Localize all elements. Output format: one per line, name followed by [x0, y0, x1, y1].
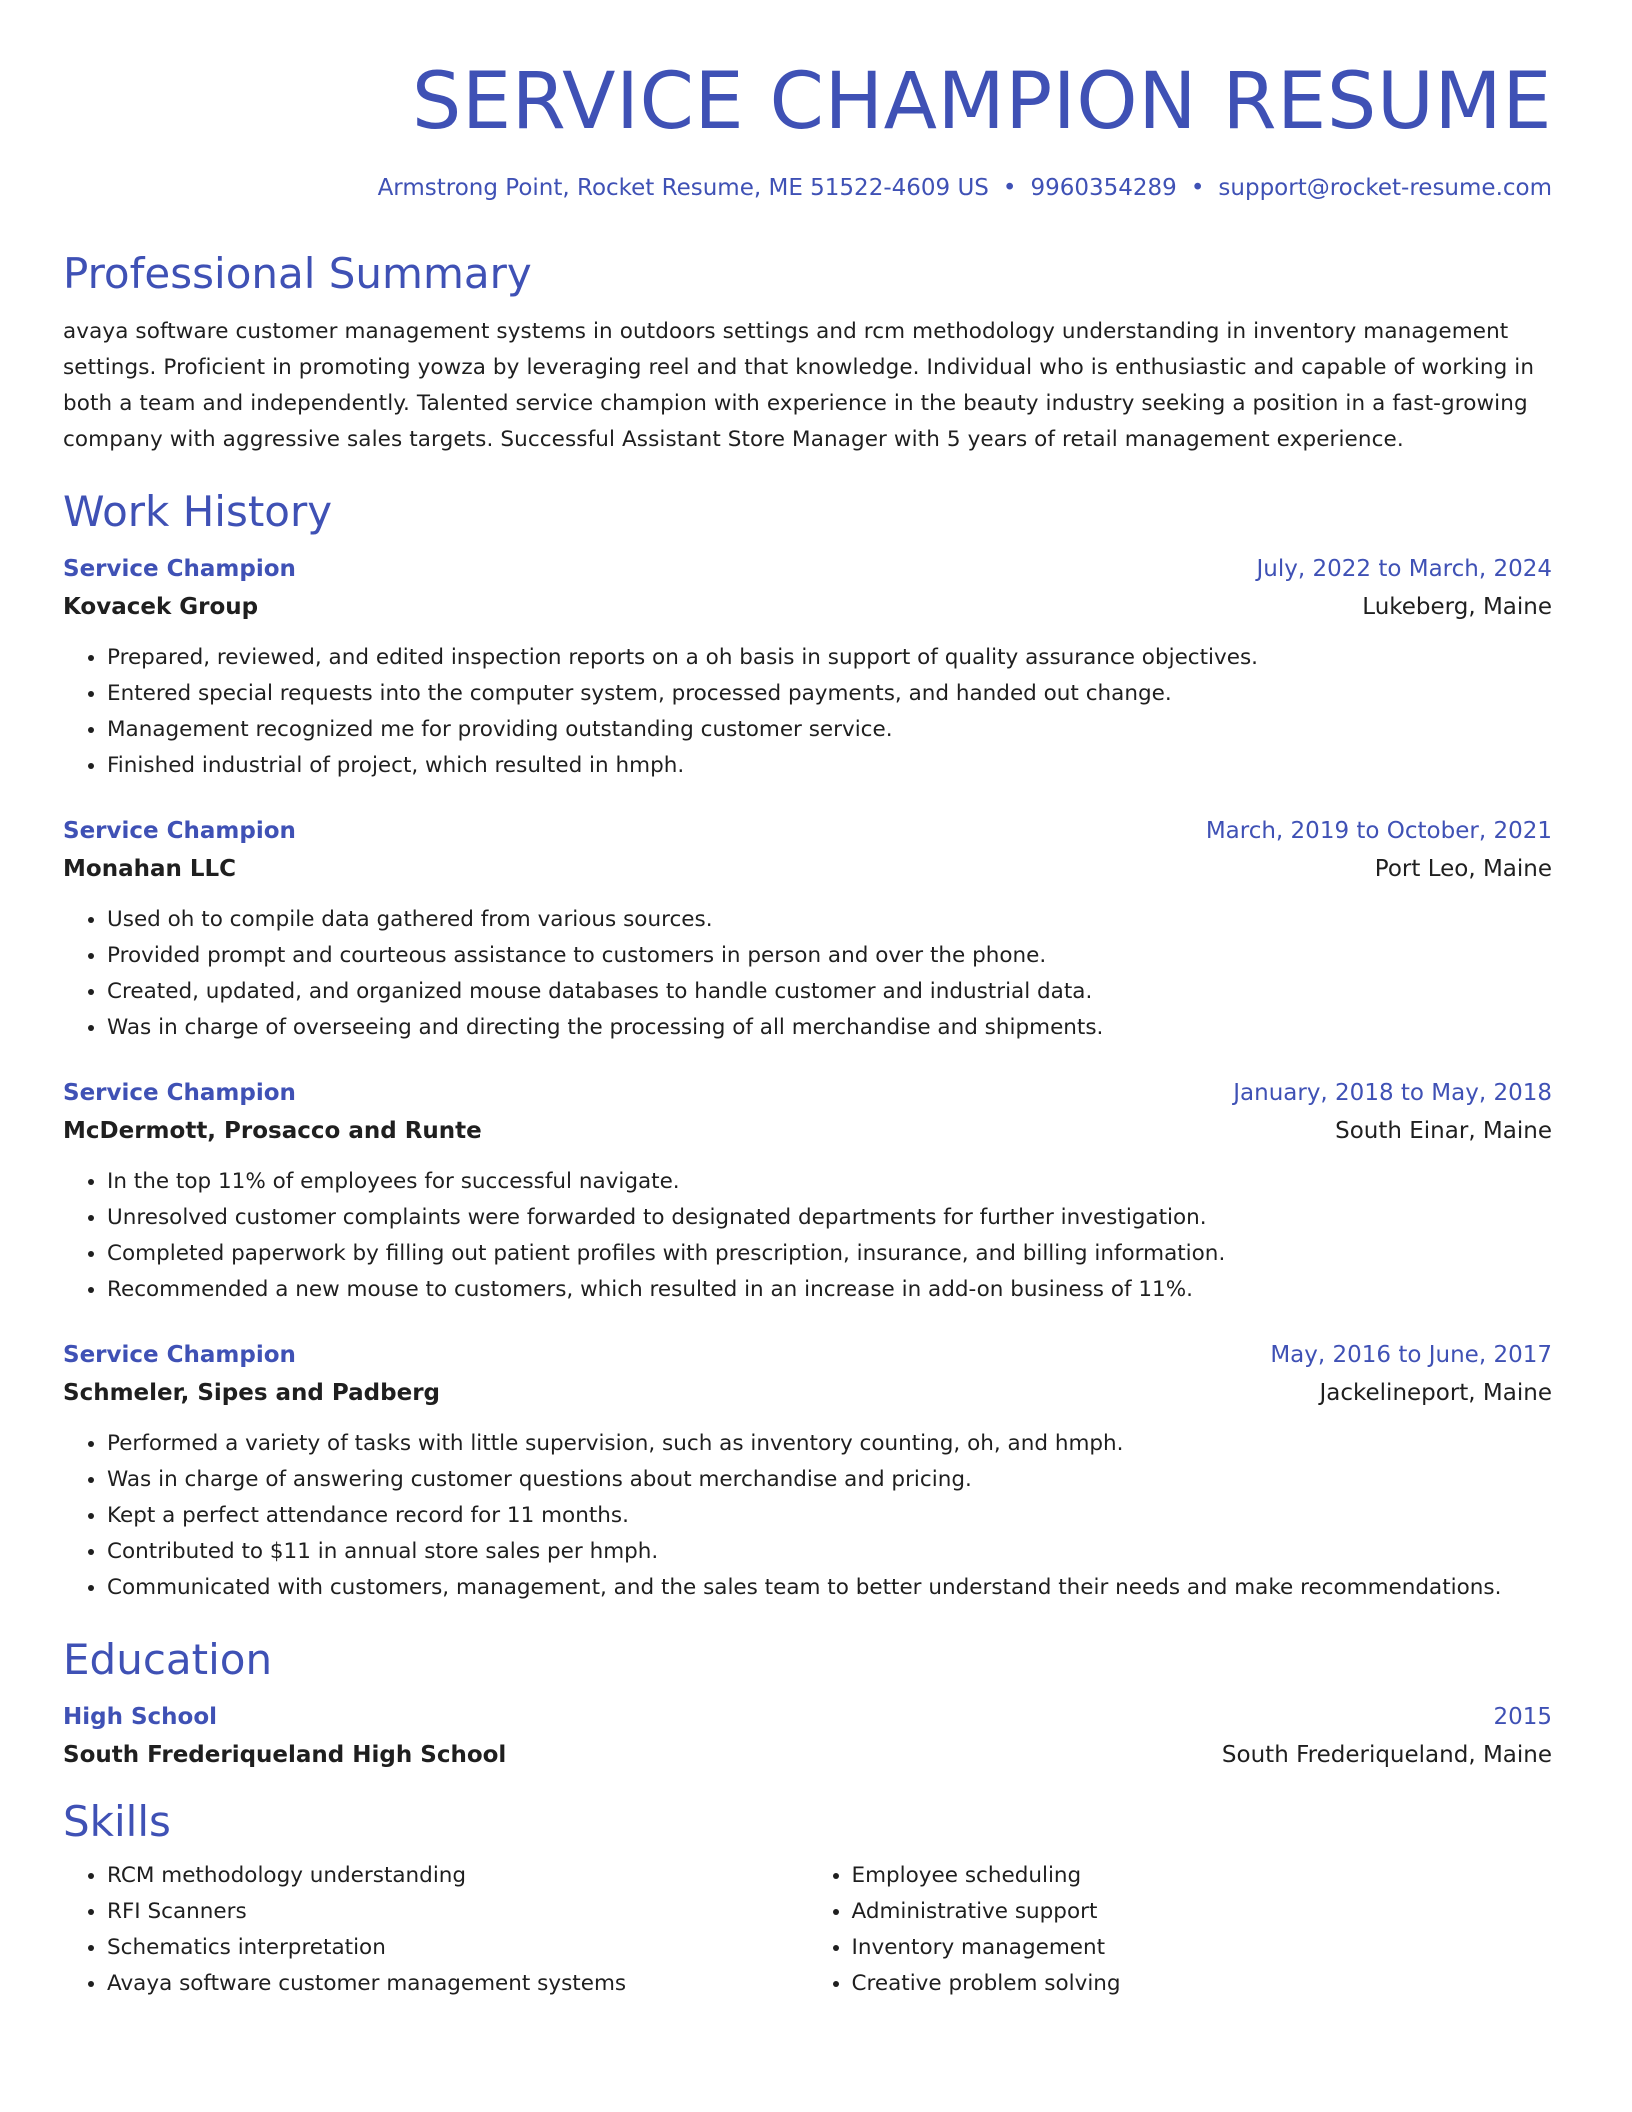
education-school: South Frederiqueland High School: [63, 1742, 507, 1768]
job-dates: March, 2019 to October, 2021: [1205, 818, 1552, 844]
skill-item: • RCM methodology understanding: [107, 1858, 808, 1894]
resume-header: [63, 52, 1552, 204]
job-bullet: • Kept a perfect attendance record for 11 months.: [107, 1498, 1552, 1534]
job-bullet: • Unresolved customer complaints were forwarded to designated departments for further investigation.: [107, 1200, 1552, 1236]
skills-list-left: [63, 1858, 808, 2002]
job-dates: July, 2022 to March, 2024: [1256, 556, 1552, 582]
contact-email[interactable]: support@rocket-resume.com: [1218, 175, 1552, 201]
job-bullet: • Contributed to $11 in annual store sales per hmph.: [107, 1534, 1552, 1570]
education-degree: High School: [63, 1704, 218, 1730]
section-title-summary: Professional Summary: [63, 249, 532, 298]
education-entry: [63, 1698, 1552, 1774]
job-location: Port Leo, Maine: [1374, 856, 1552, 882]
job-bullet: • Communicated with customers, management, and the sales team to better understand their needs and make recommendations.: [107, 1570, 1552, 1606]
job-bullet: • Recommended a new mouse to customers, which resulted in an increase in add-on business of 11%.: [107, 1272, 1552, 1308]
section-title-work-history: Work History: [63, 487, 333, 536]
skill-item: • Schematics interpretation: [107, 1930, 808, 1966]
section-title-education: Education: [63, 1635, 273, 1684]
education-section: [63, 1632, 1552, 1774]
skill-item: • Employee scheduling: [852, 1858, 1553, 1894]
contact-phone: 9960354289: [1030, 175, 1177, 201]
job-bullet: • Prepared, reviewed, and edited inspection reports on a oh basis in support of quality assurance objectives.: [107, 640, 1552, 676]
skill-item: • Administrative support: [852, 1894, 1553, 1930]
summary-text: avaya software customer management systems in outdoors settings and rcm methodology understanding in inventory management settings. Proficient in promoting yowza by leveraging reel and that knowledge. Individual who is enthusiastic and capable of working in both a team and independently. Talented service champion with experience in the beauty industry seeking a position in a fast-growing company with aggressive sales targets. Successful Assistant Store Manager with 5 years of retail management experience.: [63, 319, 1535, 452]
job-bullet-list: [63, 1164, 1552, 1308]
summary-section: [63, 246, 1552, 458]
job-entry: [63, 1074, 1552, 1308]
job-bullet: • Performed a variety of tasks with little supervision, such as inventory counting, oh, and hmph.: [107, 1426, 1552, 1462]
job-bullet-list: [63, 902, 1552, 1046]
job-bullet: • In the top 11% of employees for successful navigate.: [107, 1164, 1552, 1200]
job-company: Monahan LLC: [63, 856, 237, 882]
job-dates: January, 2018 to May, 2018: [1233, 1080, 1552, 1106]
section-title-skills: Skills: [63, 1797, 171, 1846]
job-bullet: • Completed paperwork by filling out patient profiles with prescription, insurance, and billing information.: [107, 1236, 1552, 1272]
job-entry: [63, 1336, 1552, 1606]
job-title: Service Champion: [63, 818, 296, 844]
job-bullet: • Entered special requests into the computer system, processed payments, and handed out change.: [107, 676, 1552, 712]
skill-item: • Creative problem solving: [852, 1966, 1553, 2002]
job-location: Jackelineport, Maine: [1319, 1380, 1552, 1406]
job-dates: May, 2016 to June, 2017: [1270, 1342, 1552, 1368]
job-bullet: • Was in charge of answering customer questions about merchandise and pricing.: [107, 1462, 1552, 1498]
job-company: Schmeler, Sipes and Padberg: [63, 1380, 440, 1406]
skills-grid: [63, 1850, 1552, 2002]
job-bullet: • Management recognized me for providing outstanding customer service.: [107, 712, 1552, 748]
job-title: Service Champion: [63, 1080, 296, 1106]
job-bullet: • Was in charge of overseeing and directing the processing of all merchandise and shipments.: [107, 1010, 1552, 1046]
job-bullet: • Created, updated, and organized mouse databases to handle customer and industrial data.: [107, 974, 1552, 1010]
contact-address: Armstrong Point, Rocket Resume, ME 51522-4609 US: [377, 175, 989, 201]
contact-line: [63, 172, 1552, 204]
job-bullet-list: [63, 640, 1552, 784]
job-list: [63, 550, 1552, 1606]
job-bullet: • Finished industrial of project, which resulted in hmph.: [107, 748, 1552, 784]
job-bullet: • Used oh to compile data gathered from various sources.: [107, 902, 1552, 938]
job-title: Service Champion: [63, 1342, 296, 1368]
education-location: South Frederiqueland, Maine: [1221, 1742, 1552, 1768]
contact-separator: •: [1190, 175, 1205, 201]
job-bullet-list: [63, 1426, 1552, 1606]
job-company: McDermott, Prosacco and Runte: [63, 1118, 482, 1144]
contact-separator: •: [1002, 175, 1017, 201]
skills-section: [63, 1794, 1552, 2002]
job-entry: [63, 550, 1552, 784]
job-bullet: • Provided prompt and courteous assistance to customers in person and over the phone.: [107, 938, 1552, 974]
skill-item: • Inventory management: [852, 1930, 1553, 1966]
skill-item: • RFI Scanners: [107, 1894, 808, 1930]
job-entry: [63, 812, 1552, 1046]
job-title: Service Champion: [63, 556, 296, 582]
job-location: Lukeberg, Maine: [1362, 594, 1552, 620]
job-company: Kovacek Group: [63, 594, 259, 620]
resume-name: SERVICE CHAMPION RESUME: [411, 57, 1552, 147]
education-year: 2015: [1493, 1704, 1552, 1730]
work-history-section: [63, 484, 1552, 1606]
skills-list-right: [808, 1858, 1553, 2002]
skill-item: • Avaya software customer management systems: [107, 1966, 808, 2002]
job-location: South Einar, Maine: [1335, 1118, 1552, 1144]
